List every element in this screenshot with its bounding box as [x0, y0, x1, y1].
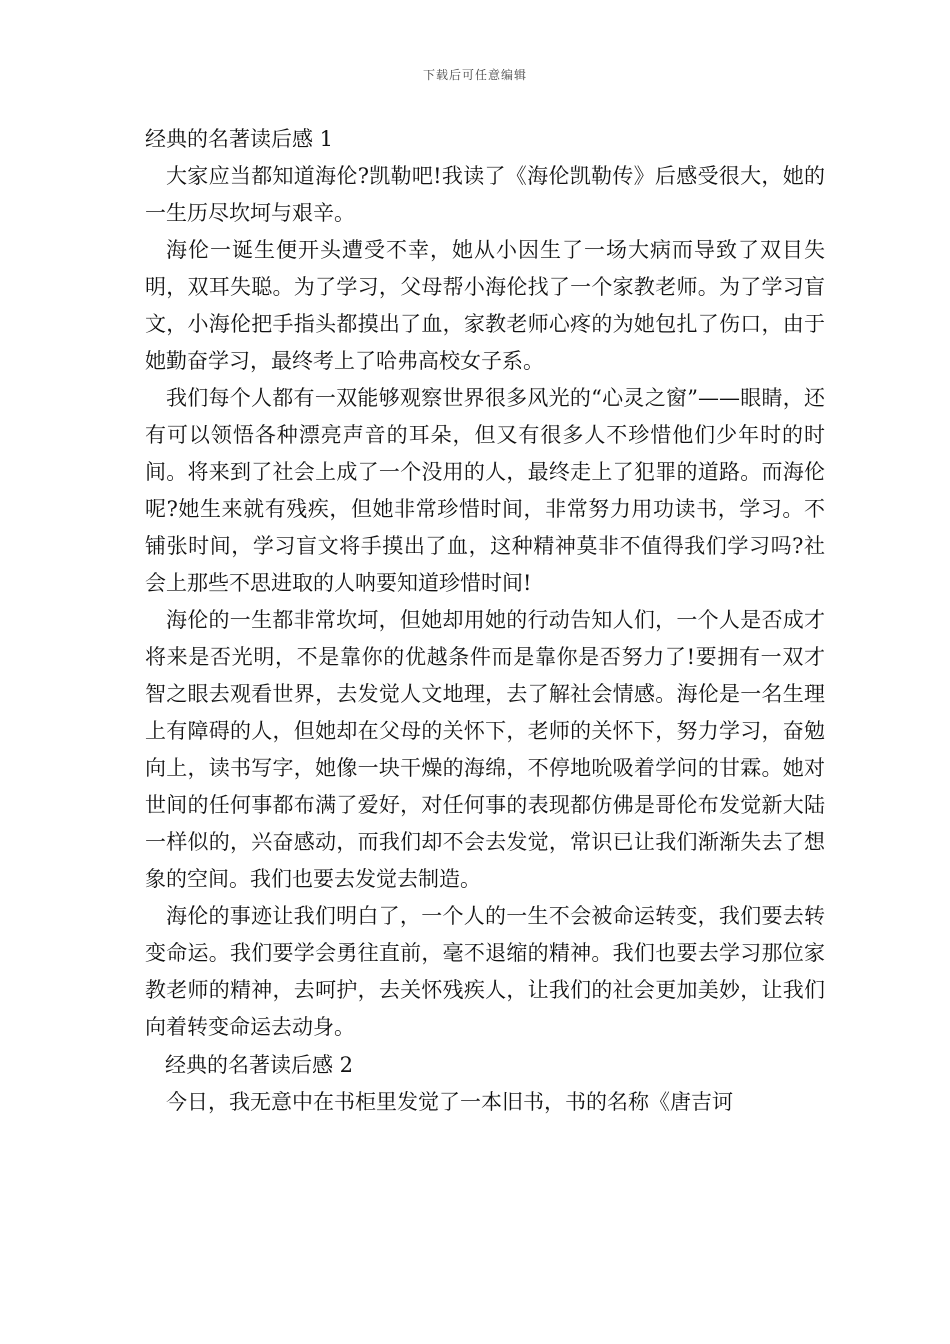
section-1-heading: 经典的名著读后感 1 — [145, 127, 334, 151]
section-1-paragraph-3: 我们每个人都有一双能够观察世界很多风光的“心灵之窗”——眼睛，还有可以领悟各种漂亮声音的耳朵，但又有很多人不珍惜他们少年时的时间。将来到了社会上成了一个没用的人，最终走上了犯罪的道路。而海伦呢?她生来就有残疾，但她非常珍惜时间，非常努力用功读书，学习。不铺张时间，学习盲文将手摸出了血，这种精神莫非不值得我们学习吗?社会上那些不思进取的人呐要知道珍惜时间! — [145, 386, 825, 595]
section-2-paragraph-1: 今日，我无意中在书柜里发觉了一本旧书，书的名称《唐吉诃 — [166, 1090, 733, 1114]
section-1-paragraph-4: 海伦的一生都非常坎坷，但她却用她的行动告知人们，一个人是否成才将来是否光明，不是靠你的优越条件而是靠你是否努力了!要拥有一双才智之眼去观看世界，去发觉人文地理，去了解社会情感。海伦是一名生理上有障碍的人，但她却在父母的关怀下，老师的关怀下，努力学习，奋勉向上，读书写字，她像一块干燥的海绵，不停地吮吸着学问的甘霖。她对世间的任何事都布满了爱好，对任何事的表现都仿佛是哥伦布发觉新大陆一样似的，兴奋感动，而我们却不会去发觉，常识已让我们渐渐失去了想象的空间。我们也要去发觉去制造。 — [145, 608, 825, 891]
section-1-paragraph-2: 海伦一诞生便开头遭受不幸，她从小因生了一场大病而导致了双目失明，双耳失聪。为了学习，父母帮小海伦找了一个家教老师。为了学习盲文，小海伦把手指头都摸出了血，家教老师心疼的为她包扎了伤口，由于她勤奋学习，最终考上了哈弗高校女子系。 — [145, 238, 825, 373]
document-body — [145, 120, 825, 1121]
section-2-heading: 经典的名著读后感 2 — [165, 1053, 354, 1077]
header-note: 下载后可任意编辑 — [422, 68, 527, 82]
section-1-paragraph-5: 海伦的事迹让我们明白了，一个人的一生不会被命运转变，我们要去转变命运。我们要学会勇往直前，毫不退缩的精神。我们也要去学习那位家教老师的精神，去呵护，去关怀残疾人，让我们的社会更加美妙，让我们向着转变命运去动身。 — [145, 904, 825, 1039]
section-1-paragraph-1: 大家应当都知道海伦?凯勒吧!我读了《海伦凯勒传》后感受很大，她的一生历尽坎坷与艰辛。 — [145, 164, 825, 225]
